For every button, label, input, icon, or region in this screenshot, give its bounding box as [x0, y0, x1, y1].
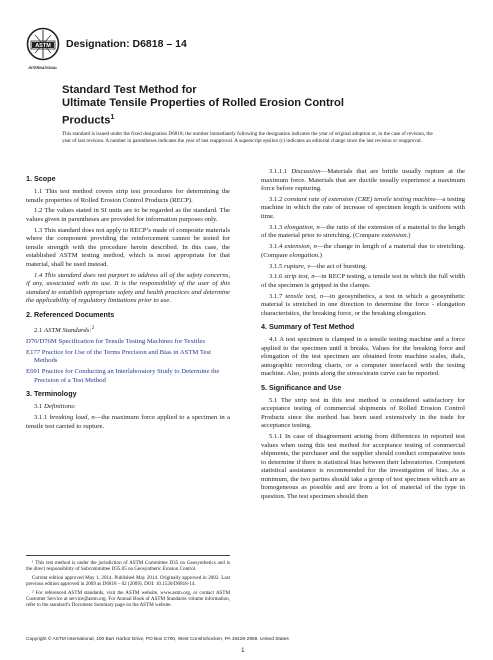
paragraph-3-1-4: 3.1.4 extension, n—the change in length of a material due to stretching. (Compare elongation.)	[261, 243, 465, 259]
paragraph-5-1-1: 5.1.1 In case of disagreement arising from differences in reported test values when using this test method for acceptance testing of commercial shipments, the purchaser and the supplier should conduct comparative tests to determine if there is statistical bias between their laboratories. Competent statistical assistance is recommended for the investigation of bias. As a minimum, the two parties should take a group of test specimen which are as homogeneous as possible and are from a lot of material of the type in question. The test specimen should then	[261, 433, 465, 500]
title-footnote-marker[interactable]: 1	[110, 113, 115, 121]
paragraph-3-1: 3.1 Definitions:	[34, 403, 76, 411]
paragraph-3-1-2: 3.1.2 constant rate of extension (CRE) tensile testing machine—a testing machine in which the rate of increase of specimen length is uniform with time.	[261, 195, 466, 220]
paragraph-1-1: 1.1 This test method covers strip test procedures for determining the tensile properties of Rolled Erosion Control Products (RECP).	[26, 188, 230, 204]
reference-item[interactable]: E177 Practice for Use of the Terms Precision and Bias in ASTM Test Methods	[26, 348, 211, 365]
title-line-2: Ultimate Tensile Properties of Rolled Erosion Control	[62, 97, 345, 110]
paragraph-5-1: 5.1 The strip test in this test method is considered satisfactory for acceptance testing of commercial shipments of Rolled Erosion Control Products since the method has been used extensively in the trade for acceptance testing.	[261, 396, 465, 430]
section-heading-significance: 5. Significance and Use	[261, 382, 342, 392]
section-heading-terminology: 3. Terminology	[26, 389, 77, 399]
paragraph-3-1-6: 3.1.6 strip test, n—in RECP testing, a tensile test in which the full width of the specimen is gripped in the clamps.	[261, 273, 465, 289]
svg-text:INTERNATIONAL: INTERNATIONAL	[28, 66, 58, 70]
paragraph-4-1: 4.1 A test specimen is clamped in a tensile testing machine and a force applied to the specimen until it breaks. Values for the breaking force and elongation of the test specimen are obtained from machine scales, dials, autographic recording charts, or a computer interfaced with the testing machine. Also, points along the stress/strain curve can be reported.	[261, 336, 465, 378]
section-heading-referenced-documents: 2. Referenced Documents	[26, 309, 115, 319]
footnote-1: ¹ This test method is under the jurisdiction of ASTM Committee D35 on Geosynthetics and is the direct responsibility of Subcommittee D35.05 on Geosynthetic Erosion Control.	[26, 560, 230, 573]
document-title	[62, 84, 462, 128]
left-column	[26, 168, 230, 434]
reference-item[interactable]: E691 Practice for Conducting an Interlaboratory Study to Determine the Precision of a Test Method	[26, 368, 220, 384]
title-line-1: Standard Test Method for	[62, 84, 197, 96]
astm-logo-icon	[26, 27, 60, 73]
designation: Designation: D6818 – 14	[66, 38, 187, 50]
right-column	[261, 168, 465, 504]
paragraph-3-1-1-1: 3.1.1.1 Discussion—Materials that are brittle usually rupture at the maximum force. Materials that are ductile usually experience a maximum force before rupturing.	[261, 168, 466, 192]
paragraph-2-1: 2.1 ASTM Standards:$^2$	[34, 324, 95, 334]
title-line-3: Products$^1$	[62, 113, 115, 127]
footnote-1-edition: Current edition approved May 1, 2014. Published May 2014. Originally approved in 2002. Last previous edition approved in 2009 as D6818 – 02 (2009). DOI: 10.1520/D6818-14.	[26, 574, 230, 588]
paragraph-3-1-1: 3.1.1 breaking load, n—the maximum force applied to a specimen in a tensile test carried to rupture.	[26, 414, 230, 430]
footnote-2: ² For referenced ASTM standards, visit the ASTM website, www.astm.org, or contact ASTM Customer Service at service@astm.org. For Annual Book of ASTM Standards volume information, refer to the standard’s Document Summary page on the ASTM website.	[26, 589, 230, 609]
section-heading-summary: 4. Summary of Test Method	[261, 322, 355, 332]
paragraph-1-4: 1.4 This standard does not purport to address all of the safety concerns, if any, associated with its use. It is the responsibility of the user of this standard to establish appropriate safety and health practices and determine the applicability of regulatory limitations prior to use.	[26, 271, 230, 305]
footnotes	[26, 555, 230, 611]
paragraph-1-3: 1.3 This standard does not apply to RECP’s made of composite materials where the component providing the reinforcement cannot be tested for tensile strength with the procedure herein described. In this case, the established ASTM testing method, which is most appropriate for that material, shall be used instead.	[26, 226, 230, 268]
svg-text:ASTM: ASTM	[35, 43, 51, 49]
paragraph-3-1-3: 3.1.3 elongation, n—the ratio of the extension of a material to the length of the material prior to stretching. (Compare extension.)	[261, 223, 465, 240]
section-heading-scope: 1. Scope	[26, 174, 56, 183]
paragraph-1-2: 1.2 The values stated in SI units are to be regarded as the standard. The values given in parentheses are provided for information purposes only.	[26, 207, 230, 223]
copyright-notice: Copyright © ASTM International, 100 Barr Harbor Drive, PO Box C700, West Conshohocken, PA 19428-2959. United States	[26, 637, 289, 642]
page-number: 1	[241, 647, 245, 654]
paragraph-3-1-7: 3.1.7 tensile test, n—in geosynthetics, a test in which a geosynthetic material is stretched in one direction to determine the force - elongation characteristics, the breaking force, or the breaking elongation.	[261, 292, 465, 317]
paragraph-3-1-5: 3.1.5 rupture, v—the act of bursting.	[269, 262, 368, 270]
reference-item[interactable]: D76/D76M Specification for Tensile Testing Machines for Textiles	[26, 337, 205, 345]
issuance-statement: This standard is issued under the fixed designation D6818; the number immediately following the designation indicates the year of original adoption or, in the case of revision, the year of last revision. A number in parentheses indicates the year of last reapproval. A superscript epsilon (ε) indicates an editorial change since the last revision or reapproval.	[62, 131, 433, 144]
